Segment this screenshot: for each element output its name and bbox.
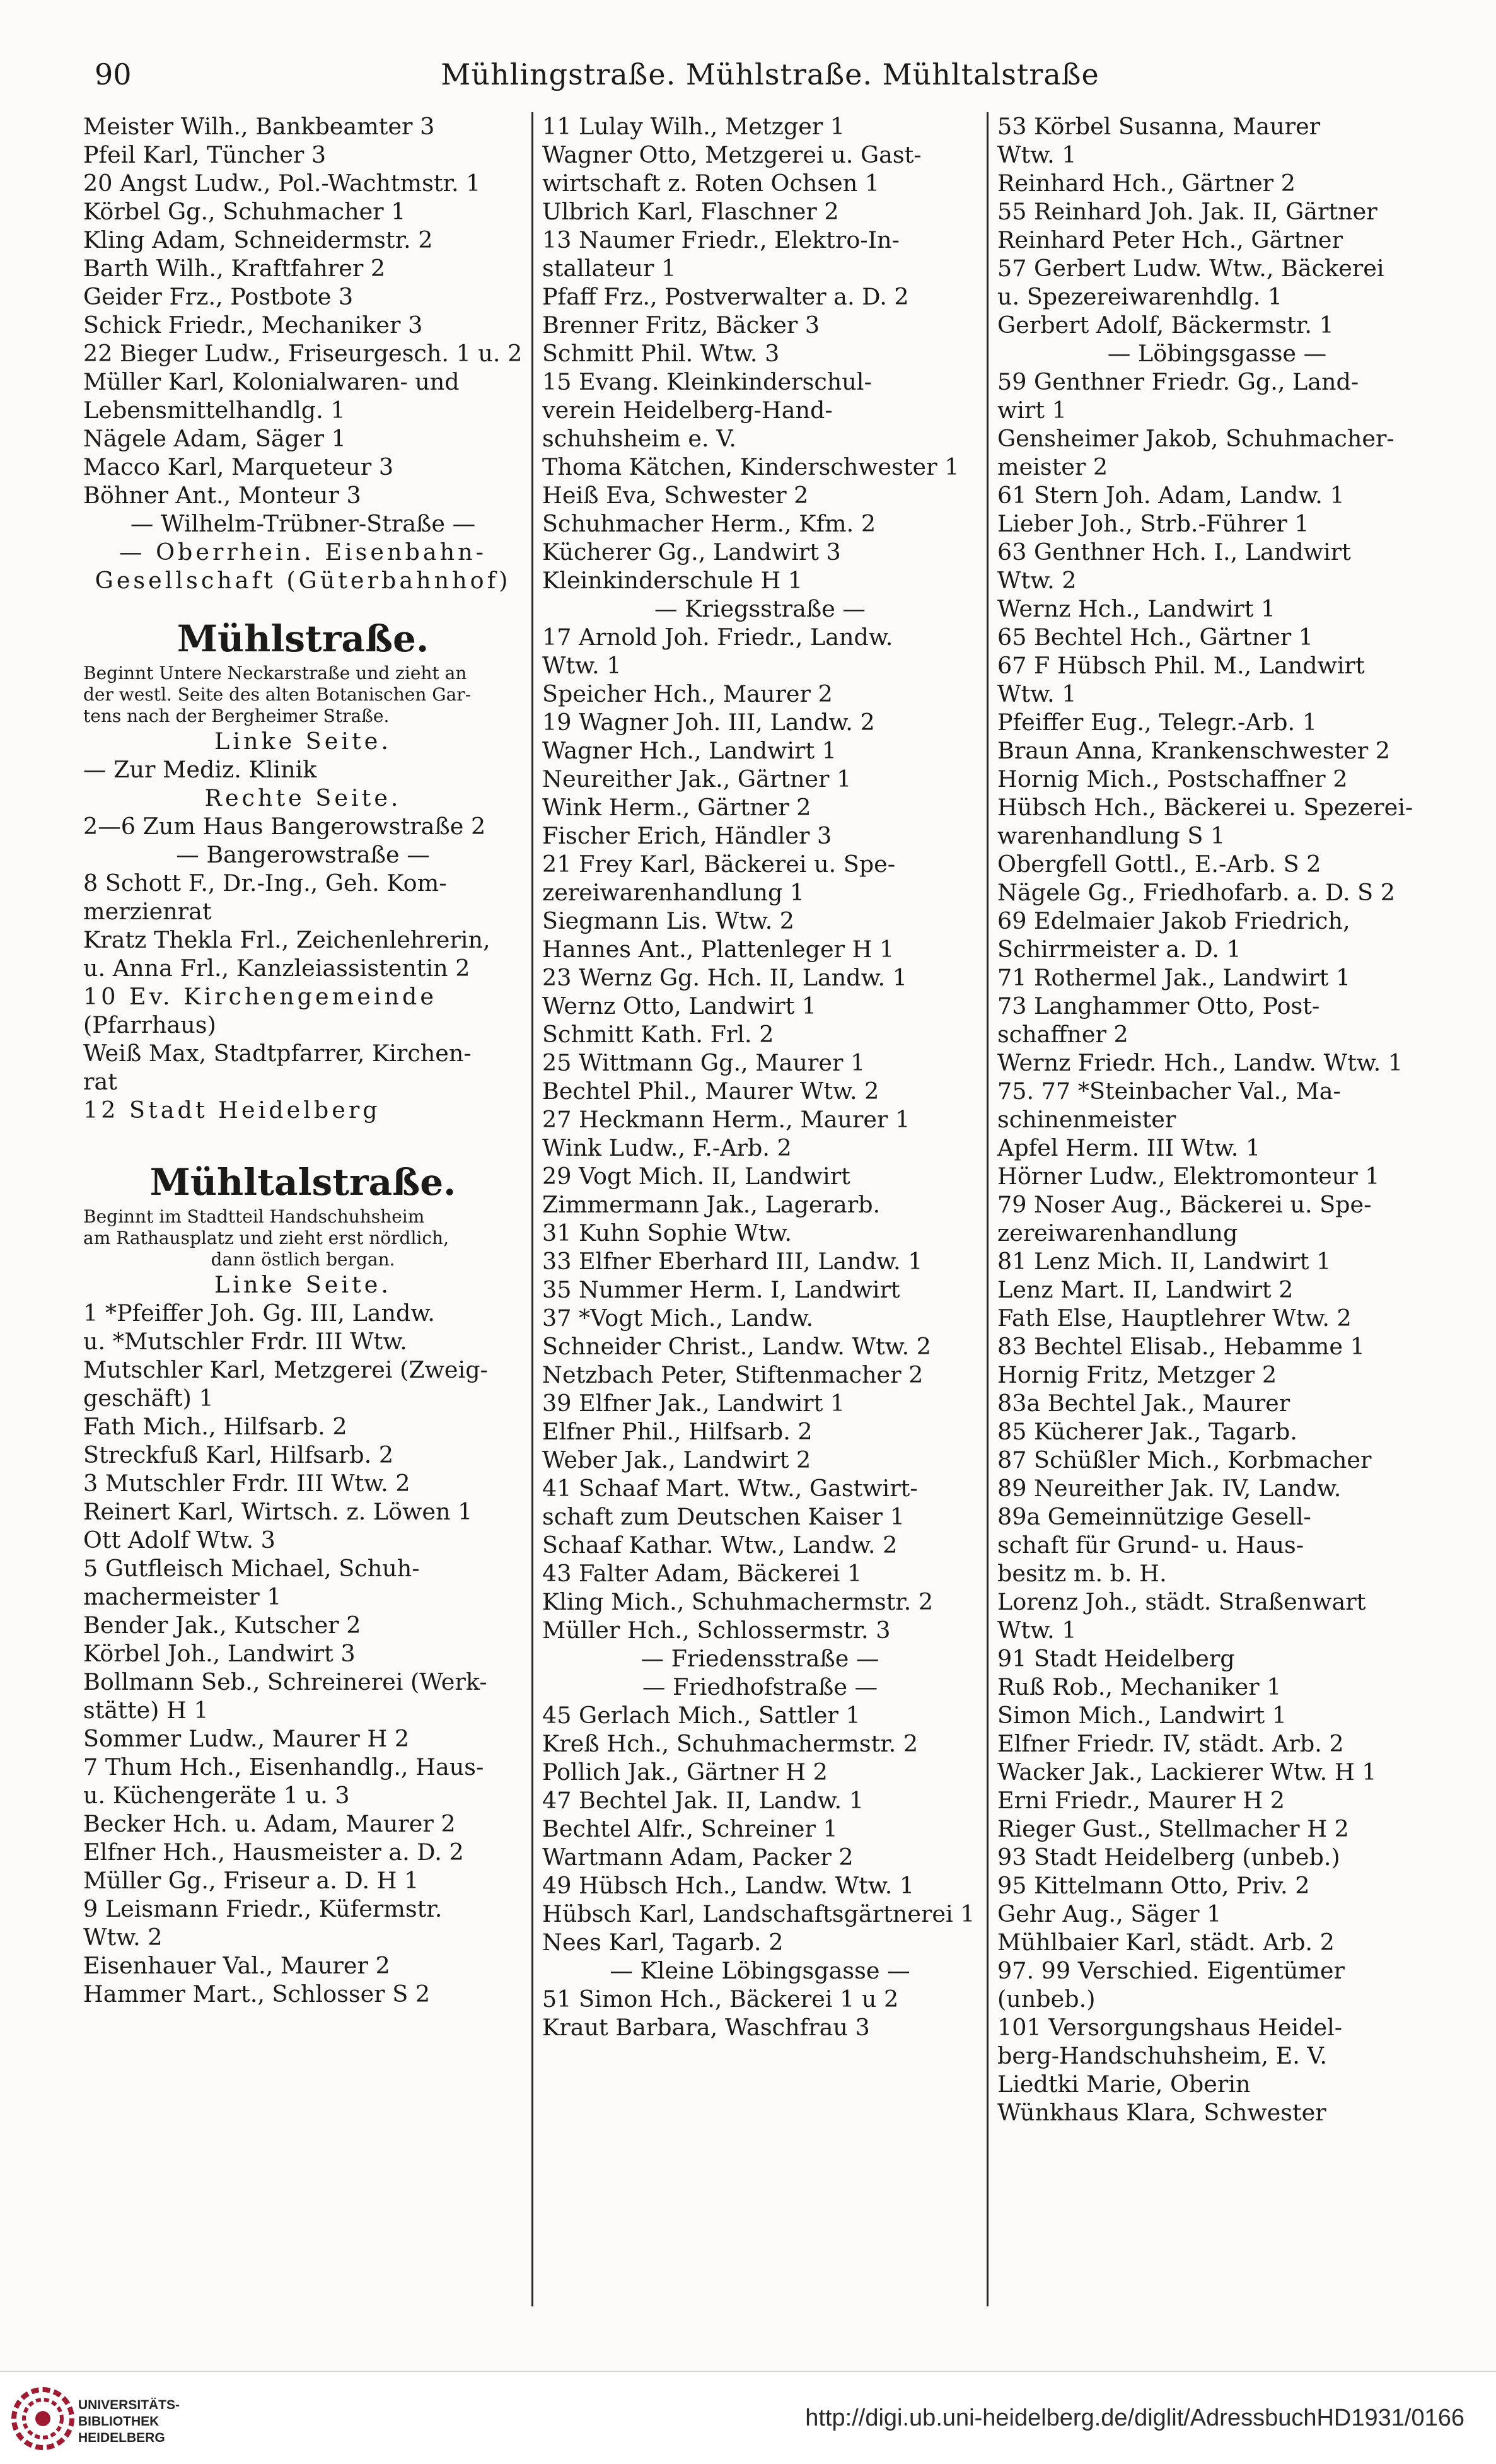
directory-entry: Sommer Ludw., Maurer H 2 — [83, 1725, 410, 1752]
directory-entry: 10 Ev. Kirchengemeinde — [83, 983, 437, 1010]
directory-entry: Nägele Gg., Friedhofarb. a. D. S 2 — [997, 879, 1396, 906]
directory-entry: 91 Stadt Heidelberg — [997, 1645, 1235, 1672]
directory-entry: 79 Noser Aug., Bäckerei u. Spe- — [997, 1191, 1372, 1218]
directory-entry: 12 Stadt Heidelberg — [83, 1096, 381, 1124]
directory-entry: Bollmann Seb., Schreinerei (Werk- — [83, 1668, 487, 1695]
directory-entry: Erni Friedr., Maurer H 2 — [997, 1787, 1285, 1814]
directory-entry: Wtw. 1 — [997, 1617, 1077, 1644]
directory-entry: 101 Versorgungshaus Heidel- — [997, 2014, 1343, 2041]
directory-entry: Böhner Ant., Monteur 3 — [83, 482, 361, 509]
directory-entry: Pfaff Frz., Postverwalter a. D. 2 — [542, 283, 909, 310]
spacer — [83, 1124, 523, 1138]
directory-entry: schuhsheim e. V. — [542, 425, 736, 452]
directory-entry: — Kleine Löbingsgasse — — [610, 1957, 910, 1984]
directory-entry: 23 Wernz Gg. Hch. II, Landw. 1 — [542, 964, 907, 991]
directory-entry: — Wilhelm-Trübner-Straße — — [130, 510, 476, 537]
directory-entry: Schirrmeister a. D. 1 — [997, 936, 1241, 963]
directory-entry: Müller Gg., Friseur a. D. H 1 — [83, 1867, 419, 1894]
directory-entry: Pfeil Karl, Tüncher 3 — [83, 141, 327, 168]
directory-entry: 19 Wagner Joh. III, Landw. 2 — [542, 709, 875, 736]
directory-entry: Elfner Hch., Hausmeister a. D. 2 — [83, 1839, 464, 1866]
directory-entry: schaft für Grund- u. Haus- — [997, 1531, 1304, 1559]
directory-entry: Hörner Ludw., Elektromonteur 1 — [997, 1163, 1380, 1190]
directory-entry: Fath Else, Hauptlehrer Wtw. 2 — [997, 1305, 1352, 1332]
directory-entry: 97. 99 Verschied. Eigentümer — [997, 1957, 1345, 1984]
directory-entry: Reinhard Hch., Gärtner 2 — [997, 170, 1296, 197]
directory-entry: 7 Thum Hch., Eisenhandlg., Haus- — [83, 1753, 484, 1781]
directory-entry: stallateur 1 — [542, 255, 676, 282]
directory-entry: Linke Seite. — [214, 1271, 391, 1298]
directory-entry: u. Spezereiwarenhdlg. 1 — [997, 283, 1283, 310]
directory-entry: 87 Schüßler Mich., Korbmacher — [997, 1446, 1372, 1473]
directory-entry: Macco Karl, Marqueteur 3 — [83, 453, 394, 480]
directory-entry: Schmitt Kath. Frl. 2 — [542, 1021, 774, 1048]
directory-entry: u. *Mutschler Frdr. III Wtw. — [83, 1328, 407, 1355]
section-heading: Mühltalstraße. — [149, 1161, 456, 1204]
directory-entry: Hornig Fritz, Metzger 2 — [997, 1361, 1277, 1388]
directory-entry: Müller Hch., Schlossermstr. 3 — [542, 1617, 891, 1644]
library-name-line: HEIDELBERG — [78, 2431, 165, 2445]
directory-entry: 83a Bechtel Jak., Maurer — [997, 1390, 1290, 1417]
directory-entry: Wagner Otto, Metzgerei u. Gast- — [542, 141, 922, 168]
directory-entry: — Friedensstraße — — [641, 1645, 879, 1672]
directory-entry: Bechtel Alfr., Schreiner 1 — [542, 1815, 838, 1842]
directory-entry: Eisenhauer Val., Maurer 2 — [83, 1952, 390, 1979]
directory-entry: 9 Leismann Friedr., Küfermstr. — [83, 1895, 443, 1922]
directory-entry: Siegmann Lis. Wtw. 2 — [542, 907, 795, 934]
directory-entry: 65 Bechtel Hch., Gärtner 1 — [997, 624, 1313, 651]
directory-entry: warenhandlung S 1 — [997, 822, 1226, 849]
directory-entry: Speicher Hch., Maurer 2 — [542, 680, 833, 707]
directory-entry: 81 Lenz Mich. II, Landwirt 1 — [997, 1248, 1331, 1275]
directory-entry: Hübsch Karl, Landschaftsgärtnerei 1 — [542, 1900, 975, 1927]
directory-entry: Hannes Ant., Plattenleger H 1 — [542, 936, 895, 963]
directory-entry: 15 Evang. Kleinkinderschul- — [542, 368, 872, 395]
directory-entry: Kling Adam, Schneidermstr. 2 — [83, 226, 433, 253]
directory-entry: Wtw. 2 — [83, 1924, 163, 1951]
directory-entry: 45 Gerlach Mich., Sattler 1 — [542, 1702, 861, 1729]
directory-entry: schinenmeister — [997, 1106, 1176, 1133]
directory-entry: 67 F Hübsch Phil. M., Landwirt — [997, 652, 1365, 679]
directory-entry: 17 Arnold Joh. Friedr., Landw. — [542, 624, 893, 651]
directory-entry: 93 Stadt Heidelberg (unbeb.) — [997, 1844, 1340, 1871]
directory-entry: — Löbingsgasse — — [1107, 340, 1327, 367]
directory-entry: 89 Neureither Jak. IV, Landw. — [997, 1475, 1342, 1502]
directory-entry: Rieger Gust., Stellmacher H 2 — [997, 1815, 1349, 1842]
footer-bar — [0, 2371, 1496, 2464]
directory-entry: Lenz Mart. II, Landwirt 2 — [997, 1276, 1294, 1303]
directory-entry: Kücherer Gg., Landwirt 3 — [542, 538, 841, 566]
directory-entry: berg-Handschuhsheim, E. V. — [997, 2042, 1328, 2069]
directory-entry: Becker Hch. u. Adam, Maurer 2 — [83, 1810, 456, 1837]
directory-entry: geschäft) 1 — [83, 1385, 214, 1412]
directory-entry: Müller Karl, Kolonialwaren- und — [83, 368, 460, 395]
directory-entry: machermeister 1 — [83, 1583, 282, 1610]
directory-entry: meister 2 — [997, 453, 1108, 480]
directory-entry: — Bangerowstraße — — [176, 841, 430, 868]
directory-entry: Schick Friedr., Mechaniker 3 — [83, 311, 423, 339]
directory-entry: schaft zum Deutschen Kaiser 1 — [542, 1503, 905, 1530]
directory-entry: Wtw. 1 — [997, 141, 1077, 168]
directory-entry: Lorenz Joh., städt. Straßenwart — [997, 1588, 1366, 1615]
directory-entry: 29 Vogt Mich. II, Landwirt — [542, 1163, 850, 1190]
directory-entry: Weiß Max, Stadtpfarrer, Kirchen- — [83, 1040, 472, 1067]
directory-entry: Kraut Barbara, Waschfrau 3 — [542, 2014, 870, 2041]
directory-entry: Pfeiffer Eug., Telegr.-Arb. 1 — [997, 709, 1317, 736]
directory-entry: Wtw. 1 — [542, 652, 622, 679]
directory-entry: 41 Schaaf Mart. Wtw., Gastwirt- — [542, 1475, 918, 1502]
directory-entry: Fischer Erich, Händler 3 — [542, 822, 832, 849]
directory-entry: Elfner Phil., Hilfsarb. 2 — [542, 1418, 813, 1445]
directory-entry: 11 Lulay Wilh., Metzger 1 — [542, 113, 845, 140]
directory-entry: 35 Nummer Herm. I, Landwirt — [542, 1276, 900, 1303]
directory-entry: Kratz Thekla Frl., Zeichenlehrerin, — [83, 926, 490, 953]
directory-entry: 63 Genthner Hch. I., Landwirt — [997, 538, 1351, 566]
directory-entry: Gensheimer Jakob, Schuhmacher- — [997, 425, 1395, 452]
page-header — [95, 49, 1446, 106]
directory-entry: Weber Jak., Landwirt 2 — [542, 1446, 811, 1473]
directory-entry: 8 Schott F., Dr.-Ing., Geh. Kom- — [83, 869, 447, 897]
directory-entry: Körbel Gg., Schuhmacher 1 — [83, 198, 406, 225]
directory-entry: Wtw. 1 — [997, 680, 1077, 707]
directory-entry: Hammer Mart., Schlosser S 2 — [83, 1980, 431, 2008]
directory-entry: am Rathausplatz und zieht erst nördlich, — [83, 1228, 449, 1248]
directory-entry: 59 Genthner Friedr. Gg., Land- — [997, 368, 1359, 395]
directory-entry: wirtschaft z. Roten Ochsen 1 — [542, 170, 880, 197]
directory-entry: Gesellschaft (Güterbahnhof) — [95, 567, 511, 594]
directory-entry: Nees Karl, Tagarb. 2 — [542, 1929, 784, 1956]
directory-entry: (Pfarrhaus) — [83, 1011, 216, 1038]
directory-entry: Hübsch Hch., Bäckerei u. Spezerei- — [997, 794, 1413, 821]
directory-entry: 27 Heckmann Herm., Maurer 1 — [542, 1106, 910, 1133]
directory-entry: Wernz Hch., Landwirt 1 — [997, 595, 1276, 622]
directory-entry: Beginnt im Stadtteil Handschuhsheim — [83, 1206, 425, 1227]
directory-entry: verein Heidelberg-Hand- — [542, 397, 833, 424]
directory-entry: 55 Reinhard Joh. Jak. II, Gärtner — [997, 198, 1377, 225]
directory-entry: Zimmermann Jak., Lagerarb. — [542, 1191, 881, 1218]
directory-entry: Schaaf Kathar. Wtw., Landw. 2 — [542, 1531, 898, 1559]
directory-entry: Kreß Hch., Schuhmachermstr. 2 — [542, 1730, 919, 1757]
directory-entry: Linke Seite. — [214, 728, 391, 755]
directory-entry: Ulbrich Karl, Flaschner 2 — [542, 198, 839, 225]
directory-entry: schaffner 2 — [997, 1021, 1128, 1048]
directory-entry: Netzbach Peter, Stiftenmacher 2 — [542, 1361, 924, 1388]
directory-entry: Kleinkinderschule H 1 — [542, 567, 803, 594]
directory-entry: 2—6 Zum Haus Bangerowstraße 2 — [83, 813, 486, 840]
directory-entry: Ott Adolf Wtw. 3 — [83, 1526, 275, 1554]
library-name-line: UNIVERSITÄTS- — [78, 2398, 180, 2412]
directory-entry: 5 Gutfleisch Michael, Schuh- — [83, 1555, 420, 1582]
directory-entry: 73 Langhammer Otto, Post- — [997, 992, 1320, 1020]
directory-entry: Körbel Joh., Landwirt 3 — [83, 1640, 356, 1667]
directory-entry: Rechte Seite. — [204, 784, 402, 811]
directory-entry: zereiwarenhandlung — [997, 1219, 1238, 1247]
directory-entry: Bender Jak., Kutscher 2 — [83, 1612, 361, 1639]
directory-entry: Mutschler Karl, Metzgerei (Zweig- — [83, 1356, 488, 1383]
directory-entry: 39 Elfner Jak., Landwirt 1 — [542, 1390, 845, 1417]
directory-entry: Beginnt Untere Neckarstraße und zieht an — [83, 663, 467, 683]
directory-entry: 51 Simon Hch., Bäckerei 1 u 2 — [542, 1985, 899, 2013]
directory-entry: 47 Bechtel Jak. II, Landw. 1 — [542, 1787, 864, 1814]
directory-entry: 43 Falter Adam, Bäckerei 1 — [542, 1560, 862, 1587]
directory-entry: Elfner Friedr. IV, städt. Arb. 2 — [997, 1730, 1344, 1757]
directory-entry: zereiwarenhandlung 1 — [542, 879, 805, 906]
directory-entry: Wacker Jak., Lackierer Wtw. H 1 — [997, 1758, 1377, 1786]
directory-entry: Neureither Jak., Gärtner 1 — [542, 765, 852, 793]
directory-entry: Liedtki Marie, Oberin — [997, 2071, 1251, 2098]
directory-entry: — Zur Mediz. Klinik — [83, 756, 317, 783]
directory-entry: Thoma Kätchen, Kinderschwester 1 — [542, 453, 960, 480]
directory-entry: Meister Wilh., Bankbeamter 3 — [83, 113, 435, 140]
directory-entry: Kling Mich., Schuhmachermstr. 2 — [542, 1588, 934, 1615]
directory-entry: 22 Bieger Ludw., Friseurgesch. 1 u. 2 — [83, 340, 523, 367]
directory-entry: Heiß Eva, Schwester 2 — [542, 482, 809, 509]
directory-entry: Lebensmittelhandlg. 1 — [83, 397, 345, 424]
directory-entry: u. Anna Frl., Kanzleiassistentin 2 — [83, 955, 470, 982]
directory-entry: Obergfell Gottl., E.-Arb. S 2 — [997, 851, 1321, 878]
directory-entry: Mühlbaier Karl, städt. Arb. 2 — [997, 1929, 1335, 1956]
directory-entry: Braun Anna, Krankenschwester 2 — [997, 737, 1390, 764]
directory-entry: Pollich Jak., Gärtner H 2 — [542, 1758, 828, 1786]
directory-entry: — Kriegsstraße — — [654, 595, 866, 622]
directory-entry: Wünkhaus Klara, Schwester — [997, 2099, 1326, 2126]
directory-entry: Wartmann Adam, Packer 2 — [542, 1844, 854, 1871]
directory-entry: 53 Körbel Susanna, Maurer — [997, 113, 1321, 140]
directory-entry: 13 Naumer Friedr., Elektro-In- — [542, 226, 900, 253]
directory-entry: Wagner Hch., Landwirt 1 — [542, 737, 837, 764]
directory-entry: Brenner Fritz, Bäcker 3 — [542, 311, 820, 339]
directory-entry: Gerbert Adolf, Bäckermstr. 1 — [997, 311, 1334, 339]
page-number: 90 — [95, 57, 132, 91]
directory-entry: Schneider Christ., Landw. Wtw. 2 — [542, 1333, 932, 1360]
directory-entry: Ruß Rob., Mechaniker 1 — [997, 1673, 1282, 1700]
directory-entry: wirt 1 — [997, 397, 1067, 424]
directory-entry: Wink Herm., Gärtner 2 — [542, 794, 811, 821]
directory-entry: 89a Gemeinnützige Gesell- — [997, 1503, 1311, 1530]
directory-entry: Wtw. 2 — [997, 567, 1077, 594]
directory-entry: 85 Kücherer Jak., Tagarb. — [997, 1418, 1297, 1445]
directory-entry: rat — [83, 1068, 117, 1095]
source-url-link[interactable]: http://digi.ub.uni-heidelberg.de/diglit/AdressbuchHD1931/0166 — [805, 2405, 1464, 2431]
column-middle — [531, 112, 989, 2306]
directory-entry: — Friedhofstraße — — [642, 1673, 878, 1700]
column-right — [989, 112, 1446, 2306]
directory-entry: 83 Bechtel Elisab., Hebamme 1 — [997, 1333, 1365, 1360]
directory-entry: Fath Mich., Hilfsarb. 2 — [83, 1413, 347, 1440]
directory-entry: Schmitt Phil. Wtw. 3 — [542, 340, 780, 367]
directory-entry: Wink Ludw., F.-Arb. 2 — [542, 1134, 792, 1161]
directory-entry: 1 *Pfeiffer Joh. Gg. III, Landw. — [83, 1299, 435, 1327]
directory-entry: 49 Hübsch Hch., Landw. Wtw. 1 — [542, 1872, 915, 1899]
directory-entry: besitz m. b. H. — [997, 1560, 1167, 1587]
directory-entry: dann östlich bergan. — [211, 1249, 395, 1270]
directory-entry: 33 Elfner Eberhard III, Landw. 1 — [542, 1248, 923, 1275]
directory-entry: 61 Stern Joh. Adam, Landw. 1 — [997, 482, 1345, 509]
directory-entry: Barth Wilh., Kraftfahrer 2 — [83, 255, 386, 282]
column-left — [74, 112, 531, 2306]
directory-entry: tens nach der Bergheimer Straße. — [83, 706, 390, 726]
directory-entry: Schuhmacher Herm., Kfm. 2 — [542, 510, 876, 537]
directory-entry: u. Küchengeräte 1 u. 3 — [83, 1782, 350, 1809]
directory-entry: Simon Mich., Landwirt 1 — [997, 1702, 1287, 1729]
directory-entry: 95 Kittelmann Otto, Priv. 2 — [997, 1872, 1310, 1899]
library-name-line: BIBLIOTHEK — [78, 2414, 159, 2429]
directory-entry: Gehr Aug., Säger 1 — [997, 1900, 1222, 1927]
directory-entry: merzienrat — [83, 898, 212, 925]
directory-entry: 71 Rothermel Jak., Landwirt 1 — [997, 964, 1351, 991]
spacer — [83, 1138, 523, 1152]
directory-entry: 69 Edelmaier Jakob Friedrich, — [997, 907, 1350, 934]
directory-entry: der westl. Seite des alten Botanischen Gar- — [83, 684, 472, 705]
page-title: Mühlingstraße. Mühlstraße. Mühltalstraße — [441, 57, 1099, 91]
directory-entry: Wernz Friedr. Hch., Landw. Wtw. 1 — [997, 1049, 1403, 1076]
directory-entry: 25 Wittmann Gg., Maurer 1 — [542, 1049, 866, 1076]
directory-entry: 37 *Vogt Mich., Landw. — [542, 1305, 814, 1332]
directory-entry: 21 Frey Karl, Bäckerei u. Spe- — [542, 851, 896, 878]
directory-entry: Apfel Herm. III Wtw. 1 — [997, 1134, 1261, 1161]
directory-entry: Geider Frz., Postbote 3 — [83, 283, 354, 310]
spacer — [83, 595, 523, 608]
directory-entry: 57 Gerbert Ludw. Wtw., Bäckerei — [997, 255, 1384, 282]
directory-entry: Lieber Joh., Strb.-Führer 1 — [997, 510, 1309, 537]
directory-entry: 75. 77 *Steinbacher Val., Ma- — [997, 1078, 1341, 1105]
section-heading: Mühlstraße. — [177, 617, 429, 660]
directory-entry: 20 Angst Ludw., Pol.-Wachtmstr. 1 — [83, 170, 481, 197]
directory-entry: 3 Mutschler Frdr. III Wtw. 2 — [83, 1470, 410, 1497]
directory-entry: Streckfuß Karl, Hilfsarb. 2 — [83, 1441, 394, 1468]
directory-entry: Wernz Otto, Landwirt 1 — [542, 992, 817, 1020]
directory-entry: Hornig Mich., Postschaffner 2 — [997, 765, 1348, 793]
directory-entry: stätte) H 1 — [83, 1697, 209, 1724]
directory-entry: Bechtel Phil., Maurer Wtw. 2 — [542, 1078, 879, 1105]
library-logo-icon — [11, 2387, 74, 2450]
entry-columns — [74, 112, 1446, 2306]
directory-entry: Nägele Adam, Säger 1 — [83, 425, 346, 452]
library-name — [78, 2397, 180, 2446]
directory-entry: — Oberrhein. Eisenbahn- — [119, 538, 487, 566]
directory-entry: Reinert Karl, Wirtsch. z. Löwen 1 — [83, 1498, 473, 1525]
directory-entry: Reinhard Peter Hch., Gärtner — [997, 226, 1343, 253]
directory-entry: 31 Kuhn Sophie Wtw. — [542, 1219, 792, 1247]
directory-entry: (unbeb.) — [997, 1985, 1096, 2013]
